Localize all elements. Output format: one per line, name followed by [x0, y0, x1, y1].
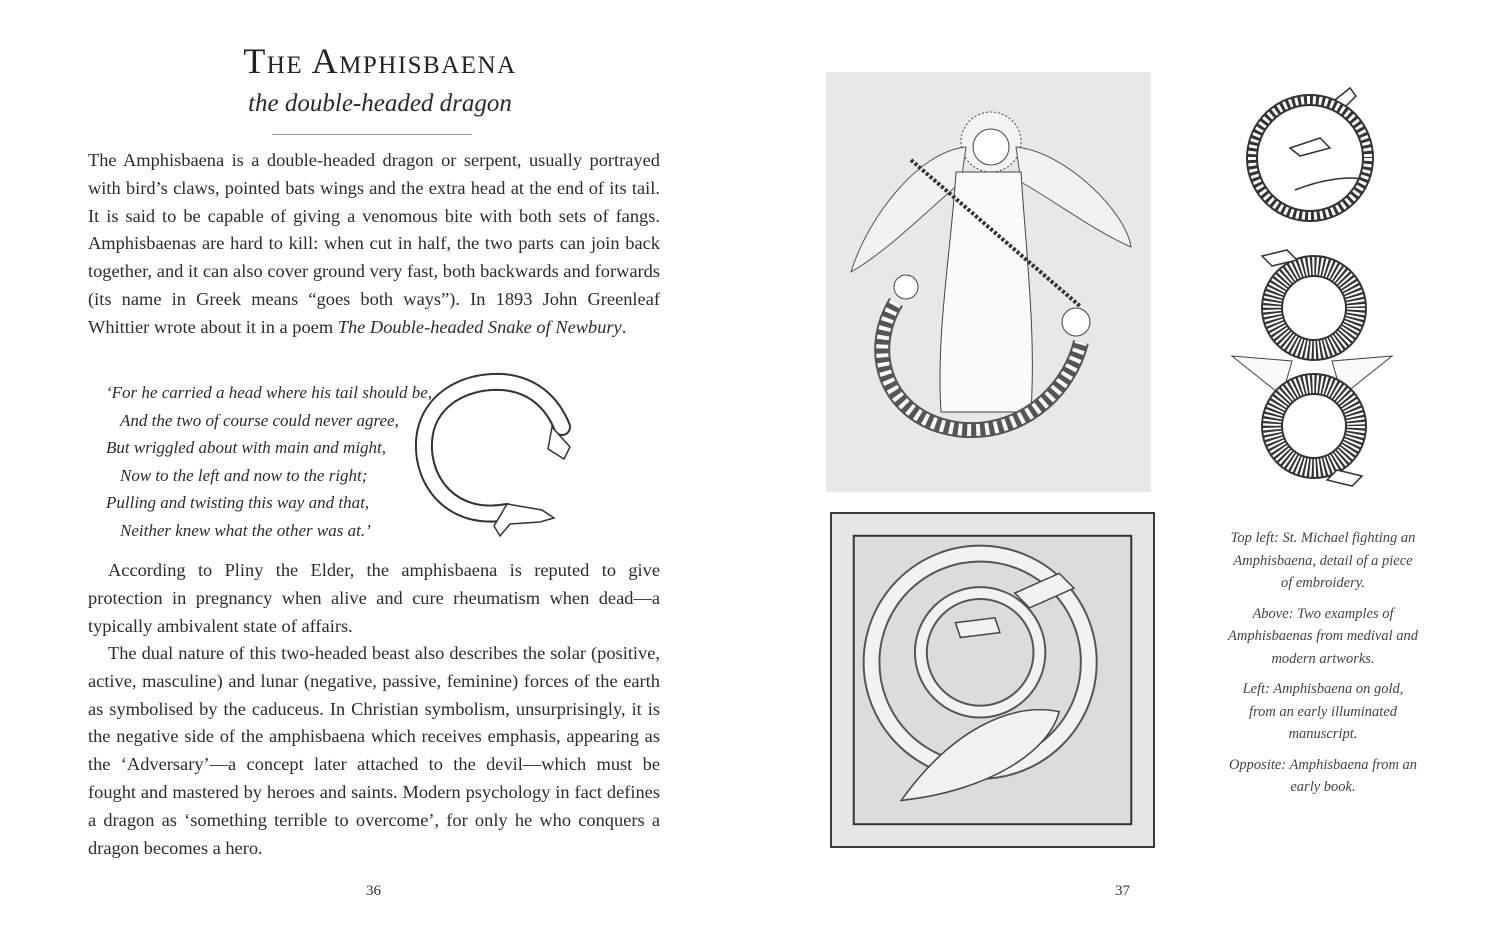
st-michael-illustration [826, 72, 1151, 492]
caption-opposite: Opposite: Amphisbaena from an early book. [1228, 756, 1418, 795]
page-number: 37 [1115, 883, 1130, 899]
ouroboros-dragon-illustration [1240, 80, 1385, 228]
illuminated-manuscript-illustration [830, 512, 1155, 848]
poem-line: And the two of course could never agree, [120, 410, 399, 430]
poem-line: Now to the left and now to the right; [120, 465, 368, 485]
pliny-paragraph: According to Pliny the Elder, the amphisbaena is reputed to give protection in pregnancy when alive and cure rheumatism when dead—a typically ambivalent state of affairs. [88, 560, 660, 636]
symbolism-paragraph: The dual nature of this two-headed beast also describes the solar (positive, active, masculine) and lunar (negative, passive, feminine) forces of the earth as symbolised by the caduceus. In Christian symbolism, unsurprisingly, it is the negative side of the amphisbaena which receives emphasis, appearing as the ‘Adversary’—a concept later attached to the devil—which must be fought and mastered by heroes and saints. Modern psychology in fact defines a dragon as ‘something terrible to overcome’, for only he who conquers a dragon becomes a hero. [88, 643, 660, 858]
intro-text: The Amphisbaena is a double-headed dragon or serpent, usually portrayed with bird’s claws, pointed bats wings and the extra head at the end of its tail. It is said to be capable of giving a venomous bite with both sets of fangs. Amphisbaenas are hard to kill: when cut in half, the two parts can join back together, and it can also cover ground very fast, both backwards and forwards (its name in Greek means “goes both ways”). In 1893 John Greenleaf Whittier wrote about it in a poem [88, 150, 660, 337]
poem-line: Pulling and twisting this way and that, [106, 493, 370, 512]
caption-top-left: Top left: St. Michael fighting an Amphisbaena, detail of a piece of embroidery. [1230, 530, 1416, 591]
page-subtitle: the double-headed dragon [248, 90, 512, 117]
serpent-illustration [412, 372, 572, 547]
poem-line: ‘For he carried a head where his tail should be, [106, 383, 433, 402]
poem-quote [106, 379, 433, 544]
title-divider [272, 134, 472, 135]
image-captions [1228, 527, 1418, 807]
caption-above: Above: Two examples of Amphisbaenas from medival and modern artworks. [1228, 605, 1418, 667]
intro-text-end: . [621, 316, 627, 337]
poem-line: Neither knew what the other was at.’ [120, 520, 371, 540]
right-page [750, 0, 1500, 933]
poem-line: But wriggled about with main and might, [106, 438, 387, 457]
winged-serpent-illustration [1222, 236, 1402, 494]
page-number: 36 [366, 883, 381, 899]
poem-title: The Double-headed Snake of Newbury [337, 316, 622, 337]
page-title: The Amphisbaena [243, 41, 517, 81]
intro-paragraph [88, 147, 660, 342]
caption-left: Left: Amphisbaena on gold, from an early illuminated manuscript. [1242, 681, 1404, 742]
